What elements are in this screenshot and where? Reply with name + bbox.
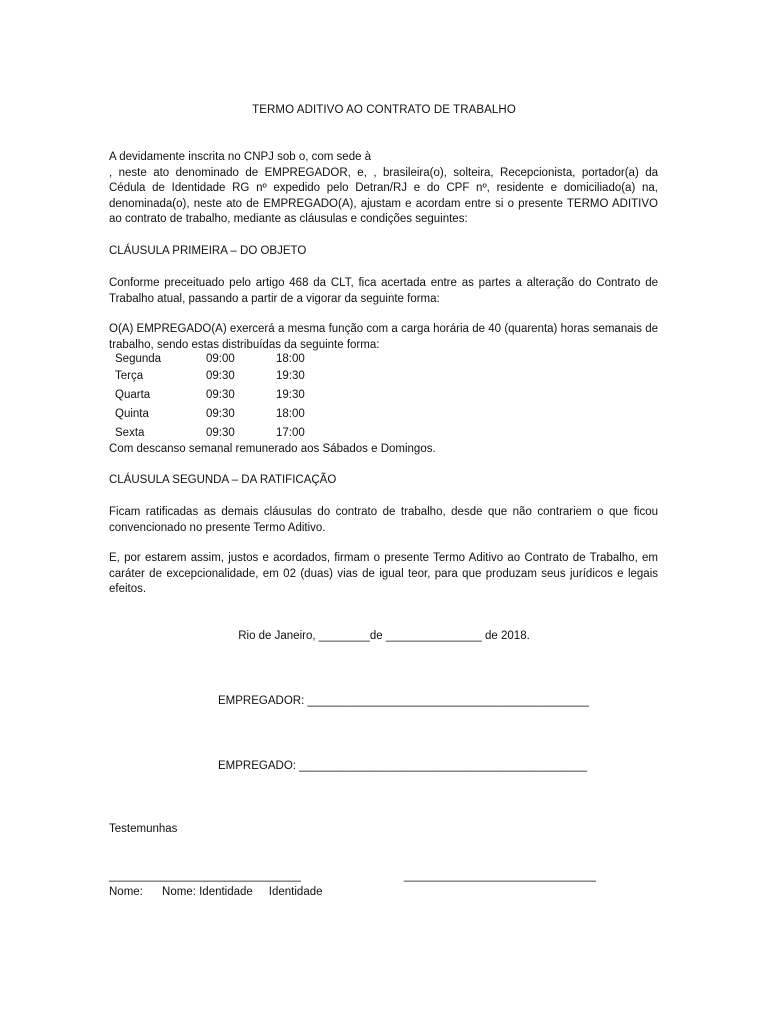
schedule-day: Sexta	[115, 427, 145, 439]
closing-line: caráter de excepcionalidade, em 02 (duas) vias de igual teor, para que produzam seus jurídicos e legais	[109, 567, 658, 580]
schedule-start: 09:30	[206, 389, 235, 401]
witness-names: Nome: Nome: Identidade Identidade	[109, 886, 323, 898]
rest-note: Com descanso semanal remunerado aos Sábados e Domingos.	[109, 443, 436, 455]
witness-signature-line-right: ______________________________	[404, 870, 596, 882]
schedule-day: Terça	[115, 370, 144, 382]
clause1-line: Conforme preceituado pelo artigo 468 da CLT, fica acertada entre as partes a alteração do Contrato de	[109, 277, 658, 289]
intro-line: , neste ato denominado de EMPREGADOR, e, , brasileira(o), solteira, Recepcionista, portador(a) da	[109, 166, 658, 179]
closing-line: E, por estarem assim, justos e acordados, firmam o presente Termo Aditivo ao Contrato de Trabalho, em	[109, 552, 658, 564]
schedule-start: 09:30	[206, 408, 235, 420]
clause1-paragraph	[109, 276, 658, 307]
clause2-line: convencionado no presente Termo Aditivo.	[109, 521, 326, 534]
intro-paragraph	[109, 150, 658, 228]
intro-line: ao contrato de trabalho, mediante as cláusulas e condições seguintes:	[109, 213, 468, 225]
schedule-intro-line: O(A) EMPREGADO(A) exercerá a mesma função com a carga horária de 40 (quarenta) horas semanais de	[109, 323, 658, 335]
clause2-heading: CLÁUSULA SEGUNDA – DA RATIFICAÇÃO	[109, 474, 337, 486]
closing-line: efeitos.	[109, 583, 147, 595]
employee-signature-line: EMPREGADO: _____________________________________________	[218, 760, 587, 772]
witness-signature-line-left: ______________________________	[109, 870, 301, 882]
intro-line: Cédula de Identidade RG nº expedido pelo Detran/RJ e do CPF nº, residente e domiciliado(a) na,	[109, 182, 658, 194]
schedule-end: 18:00	[276, 353, 305, 365]
witnesses-label: Testemunhas	[109, 823, 178, 835]
document-title: TERMO ADITIVO AO CONTRATO DE TRABALHO	[252, 104, 516, 116]
clause2-paragraph	[109, 505, 658, 536]
schedule-start: 09:00	[206, 353, 235, 365]
schedule-start: 09:30	[206, 370, 235, 382]
place-date: Rio de Janeiro, ________de _______________ de 2018.	[238, 630, 530, 642]
employer-signature-line: EMPREGADOR: ____________________________________________	[218, 695, 589, 707]
schedule-end: 17:00	[276, 427, 305, 439]
closing-paragraph	[109, 551, 658, 598]
schedule-start: 09:30	[206, 427, 235, 439]
schedule-end: 18:00	[276, 408, 305, 420]
schedule-day: Quarta	[115, 389, 151, 401]
schedule-intro-line: trabalho, sendo estas distribuídas da seguinte forma:	[109, 338, 380, 351]
schedule-end: 19:30	[276, 370, 305, 382]
schedule-intro-paragraph	[109, 322, 658, 353]
schedule-end: 19:30	[276, 389, 305, 401]
schedule-day: Quinta	[115, 408, 149, 420]
clause1-line: Trabalho atual, passando a partir de a vigorar da seguinte forma:	[109, 292, 440, 305]
intro-line: denominada(o), neste ato de EMPREGADO(A), ajustam e acordam entre si o presente TERMO ADITIVO	[109, 197, 658, 210]
clause2-line: Ficam ratificadas as demais cláusulas do contrato de trabalho, desde que não contrariem o que ficou	[109, 506, 658, 518]
clause1-heading: CLÁUSULA PRIMEIRA – DO OBJETO	[109, 245, 307, 257]
schedule-day: Segunda	[115, 353, 162, 365]
intro-line: A devidamente inscrita no CNPJ sob o, com sede à	[109, 151, 372, 163]
